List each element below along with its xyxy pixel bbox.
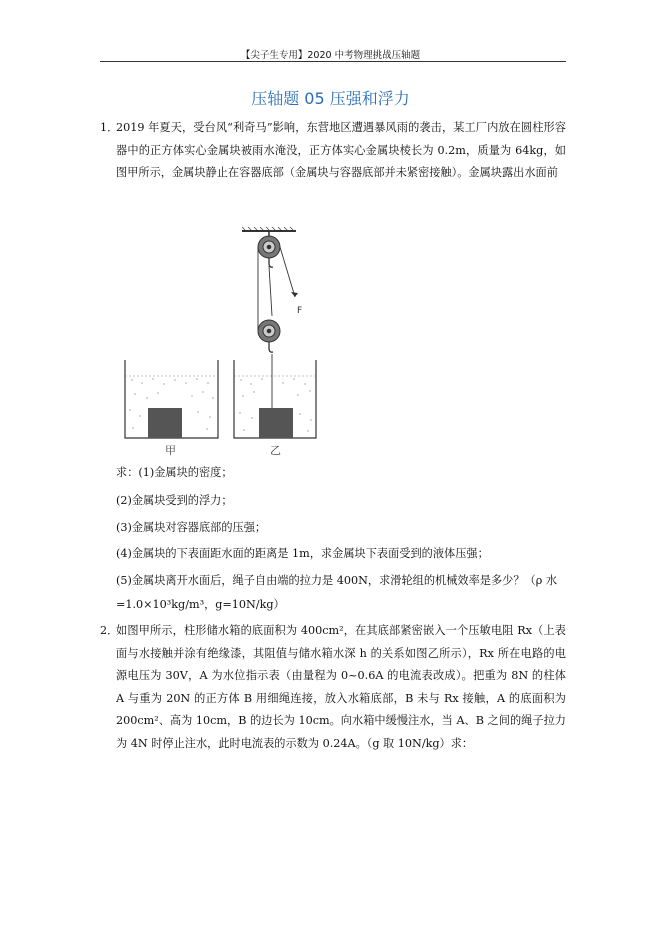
pulley-system [242, 227, 298, 408]
container-a [125, 360, 218, 438]
question-1-ask: 求：(1)金属块的密度； [116, 466, 233, 479]
force-label: F [297, 306, 303, 316]
metal-block-b [259, 408, 293, 438]
question-2-text: 如图甲所示，柱形储水箱的底面积为 400cm²，在其底部紧密嵌入一个压敏电阻 Rx（上表面与水接触并涂有绝缘漆，其阻值与储水箱水深 h 的关系如图乙所示），Rx 所在电路的电源电压为 30V，A 为水位指示表（由量程为 0~0.6A 的电流表改成）。把重为 8N 的柱体 A 与重为 20N 的正方体 B 用细绳连接，放入水箱底部，B 未与 Rx 接触，A 的底面积为 200cm²、高为 10cm，B 的边长为 10cm。向水箱中缓慢注水，当 A、B 之间的绳子拉力为 4N 时停止注水，此时电流表的示数为 0.24A。（g 取 10N/kg）求： [116, 624, 566, 750]
container-b [234, 360, 316, 438]
question-1-item-5-cont: =1.0×10³kg/m³，g=10N/kg） [116, 598, 285, 611]
question-2 [100, 620, 566, 755]
question-1-number: 1． [100, 121, 119, 134]
question-1-figure [120, 220, 330, 460]
question-2-number: 2． [100, 624, 119, 637]
question-1-item-3: (3)金属块对容器底部的压强； [116, 521, 267, 534]
question-1-item-2: (2)金属块受到的浮力； [116, 494, 233, 507]
question-1 [100, 117, 566, 185]
question-1-item-4: (4)金属块的下表面距水面的距离是 1m，求金属块下表面受到的液体压强； [116, 547, 489, 560]
header-rule [100, 61, 566, 62]
figure-label-a: 甲 [165, 444, 176, 457]
page-header: 【尖子生专用】2020 中考物理挑战压轴题 [240, 50, 421, 61]
page-title: 压轴题 05 压强和浮力 [251, 89, 410, 108]
metal-block-a [148, 408, 182, 438]
question-1-text: 2019 年夏天，受台风“利奇马”影响，东营地区遭遇暴风雨的袭击，某工厂内放在圆柱形容器中的正方体实心金属块被雨水淹没，正方体实心金属块棱长为 0.2m，质量为 64kg，如图甲所示，金属块静止在容器底部（金属块与容器底部并未紧密接触）。金属块露出水面前 [116, 121, 566, 179]
figure-label-b: 乙 [270, 444, 281, 457]
question-1-item-5: (5)金属块离开水面后，绳子自由端的拉力是 400N，求滑轮组的机械效率是多少？（ρ 水 [116, 574, 558, 587]
